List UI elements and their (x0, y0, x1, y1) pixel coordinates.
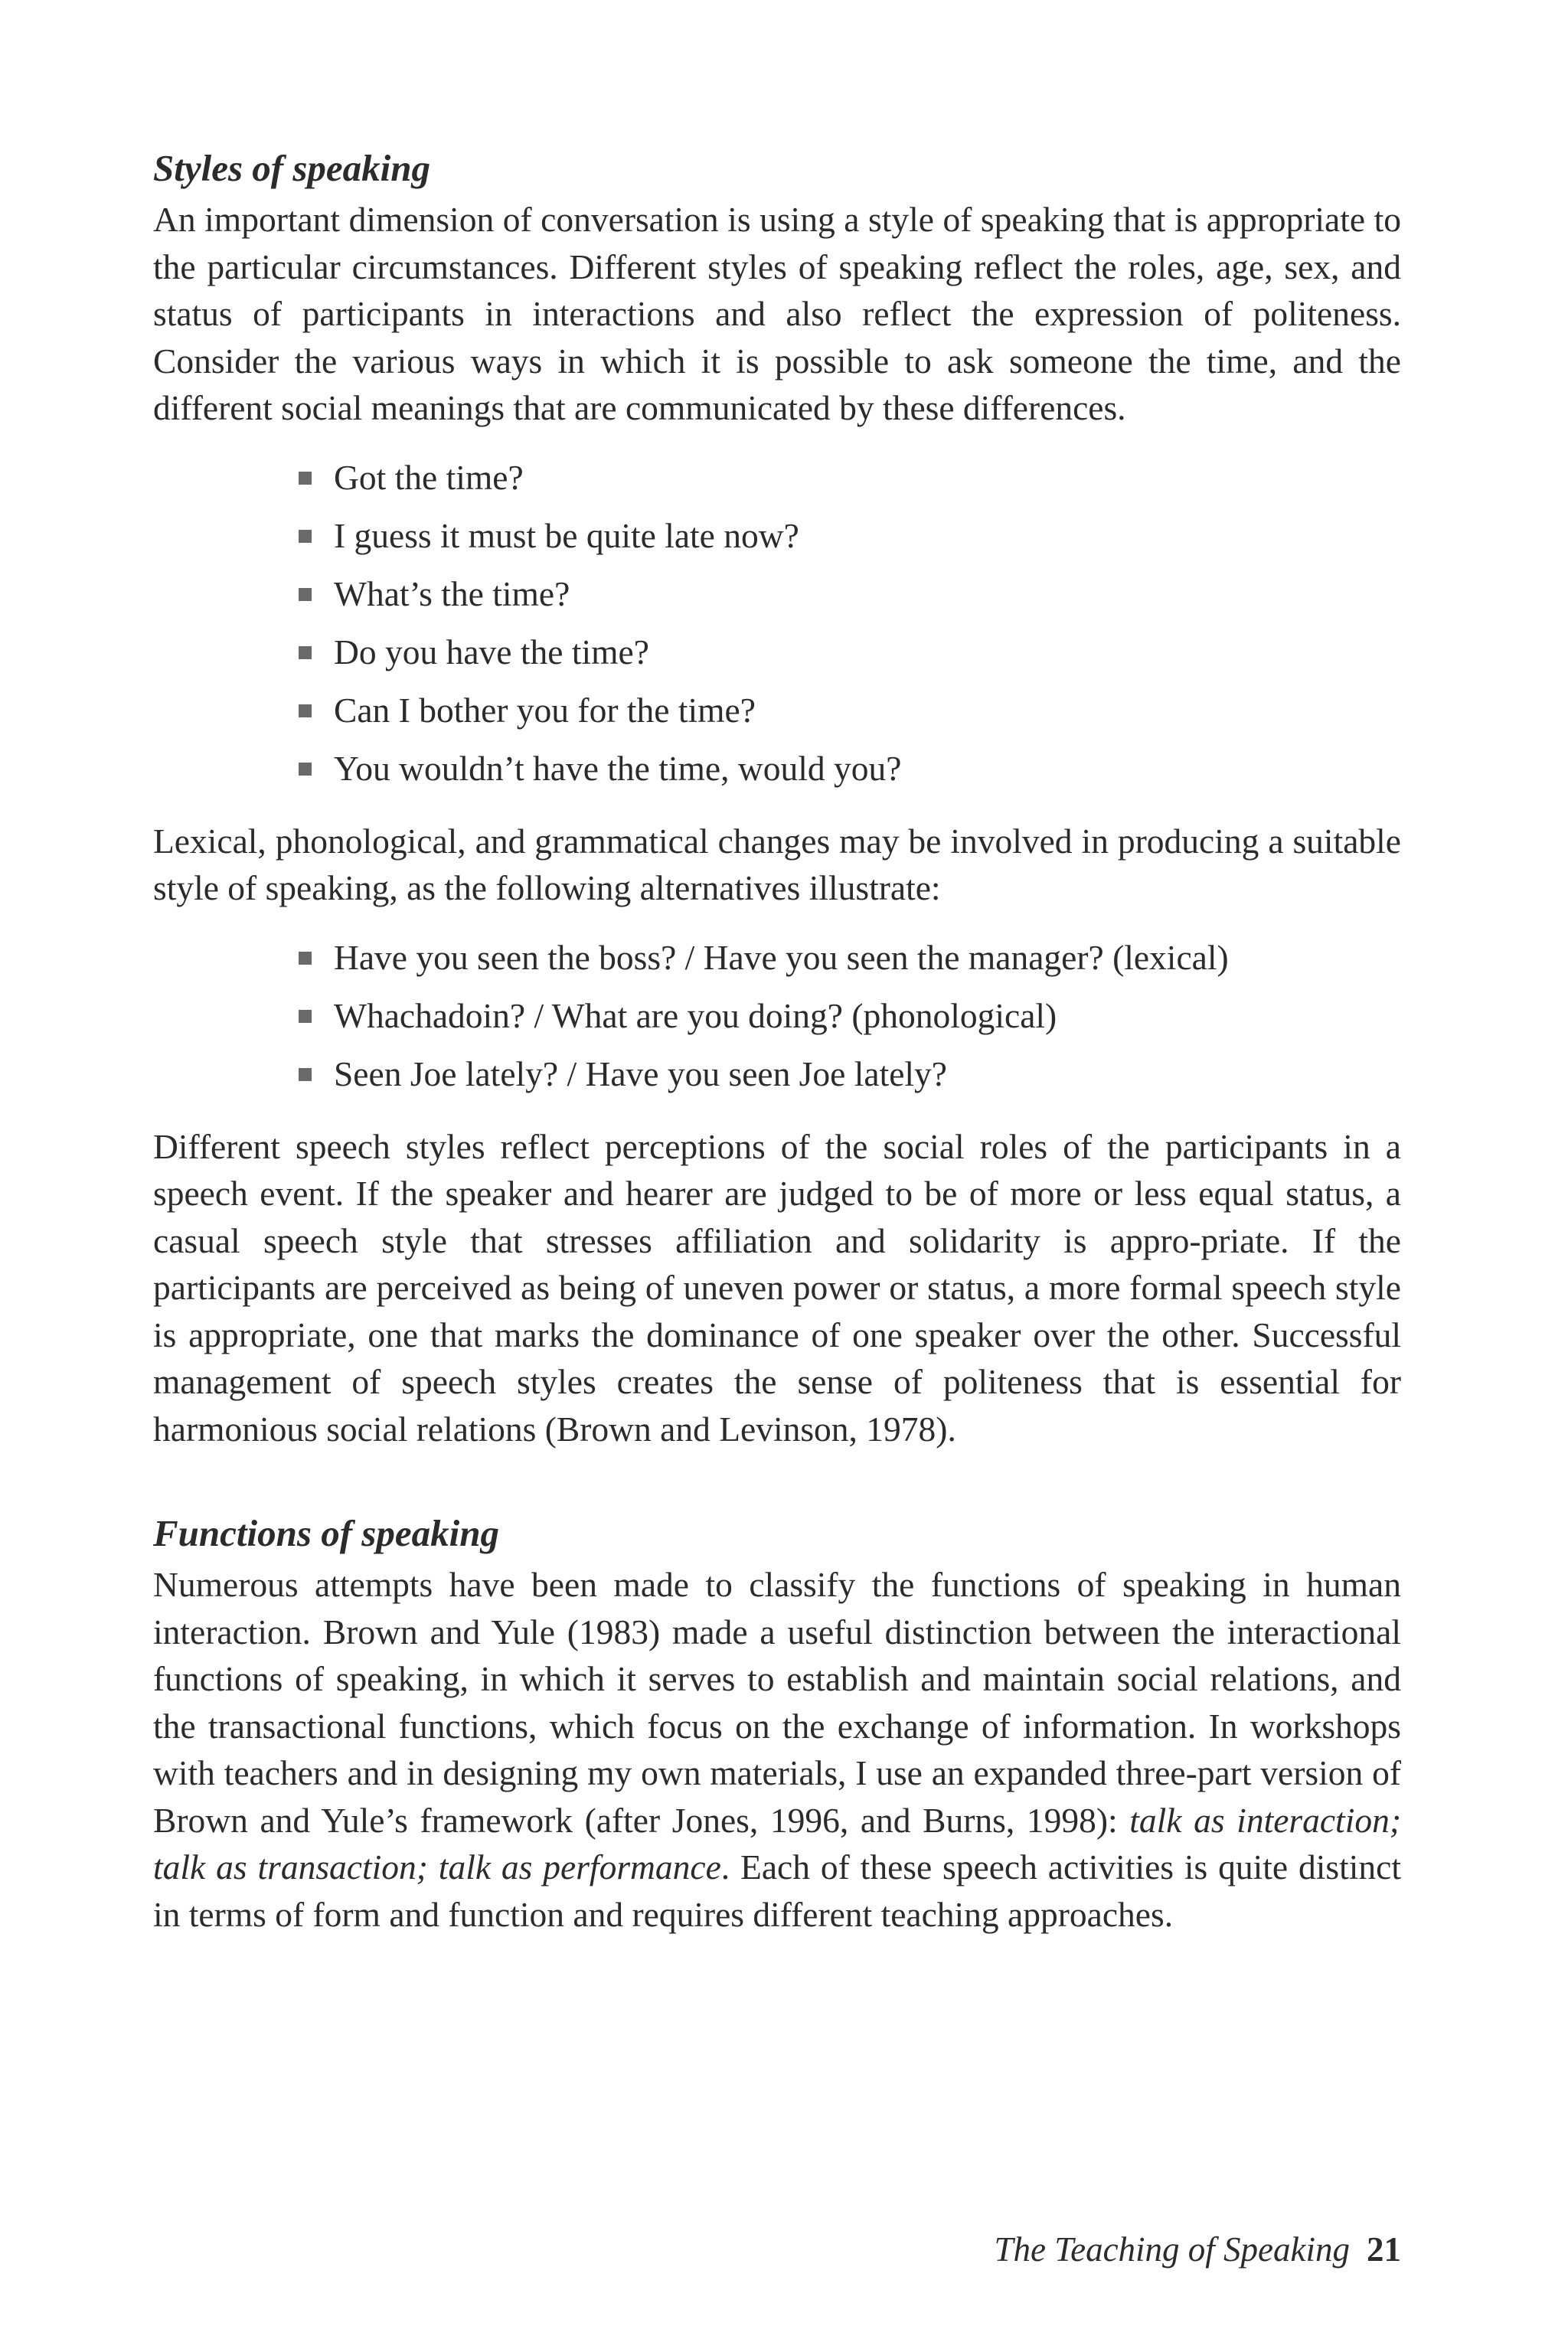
paragraph-styles-intro: An important dimension of conversation is using a style of speaking that is appropriate to the particular circumstances. Different styles of speaking reflect the roles, age, sex, and status of participants in interactions and also reflect the expression of politeness. Consider the various ways in which it is possible to ask someone the time, and the different social meanings that are communicated by these differences. (153, 200, 1401, 427)
paragraph-functions: Numerous attempts have been made to classify the functions of speaking in human interaction. Brown and Yule (1983) made a useful distinction between the interactional functions of speaking, in which it serves to establish and maintain social relations, and the transactional functions, which focus on the exchange of information. In workshops with teachers and in designing my own materials, I use an expanded three-part version of Brown and Yule’s framework (after Jones, 1996, and Burns, 1998): talk as interaction; talk as transaction; talk as performance. Each of these speech activities is quite distinct in terms of form and function and requires different teaching approaches. (153, 1565, 1401, 1934)
list-item: Have you seen the boss? / Have you seen the manager? (lexical) (299, 929, 1401, 987)
page-content (153, 145, 1401, 1938)
square-bullet-icon (299, 763, 312, 776)
list-item: I guess it must be quite late now? (299, 507, 1401, 565)
square-bullet-icon (299, 1010, 312, 1023)
square-bullet-icon (299, 530, 312, 543)
section-spacer (153, 1452, 1401, 1511)
page-number: 21 (1367, 2230, 1401, 2269)
italic-phrase: talk as interaction; talk as transaction; talk as performance (153, 1800, 1401, 1886)
paragraph-speech-styles: Different speech styles reflect perceptions of the social roles of the participants in a speech event. If the speaker and hearer are judged to be of more or less equal status, a casual speech style that stresses affiliation and solidarity is appro-priate. If the participants are perceived as being of uneven power or status, a more formal speech style is appropriate, one that marks the dominance of one speaker over the other. Successful management of speech styles creates the sense of politeness that is essential for harmonious social relations (Brown and Levinson, 1978). (153, 1126, 1401, 1449)
square-bullet-icon (299, 588, 312, 601)
square-bullet-icon (299, 952, 312, 965)
list-item: What’s the time? (299, 565, 1401, 623)
square-bullet-icon (299, 646, 312, 659)
list-item: Seen Joe lately? / Have you seen Joe lately? (299, 1045, 1401, 1103)
section-heading-styles: Styles of speaking (153, 147, 431, 189)
square-bullet-icon (299, 472, 312, 485)
paragraph-style-changes: Lexical, phonological, and grammatical changes may be involved in producing a suitable style of speaking, as the following alternatives illustrate: (153, 821, 1401, 907)
footer-title: The Teaching of Speaking (994, 2230, 1350, 2269)
list-item: Whachadoin? / What are you doing? (phonological) (299, 987, 1401, 1045)
bullet-list-time-questions (153, 449, 1401, 798)
square-bullet-icon (299, 704, 312, 717)
list-item: Can I bother you for the time? (299, 681, 1401, 740)
bullet-list-alternatives (153, 929, 1401, 1103)
list-item: Do you have the time? (299, 623, 1401, 681)
section-heading-functions: Functions of speaking (153, 1512, 499, 1554)
list-item: You wouldn’t have the time, would you? (299, 740, 1401, 798)
running-footer (994, 2226, 1401, 2272)
list-item: Got the time? (299, 449, 1401, 507)
square-bullet-icon (299, 1068, 312, 1081)
